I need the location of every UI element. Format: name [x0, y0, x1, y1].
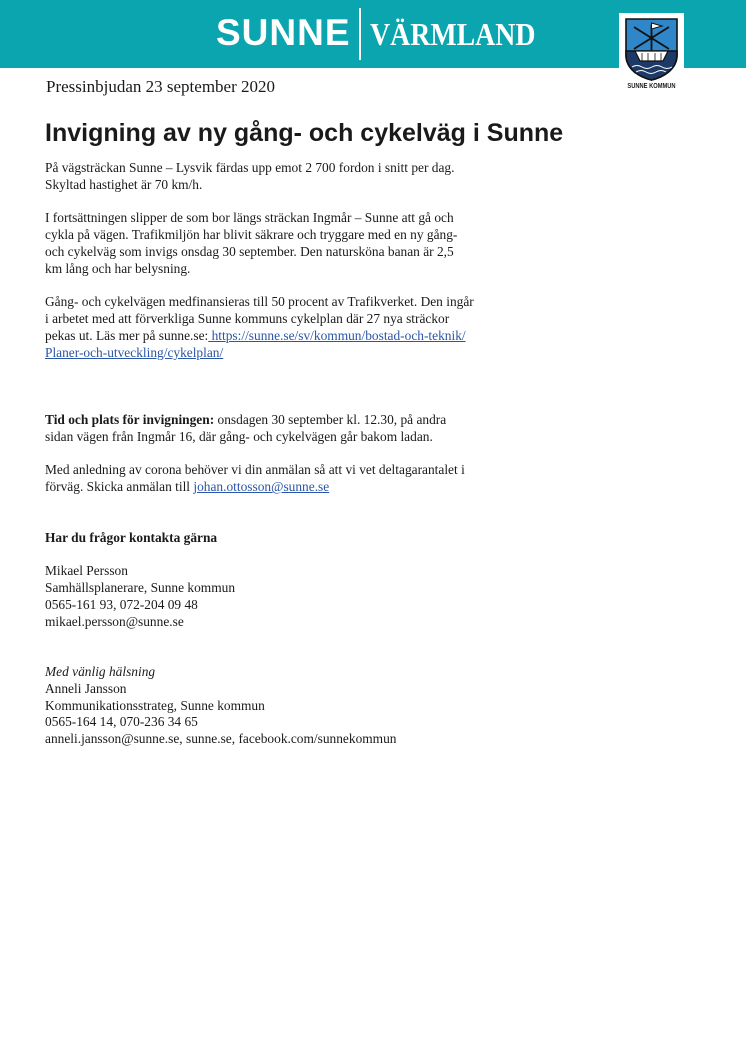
read-more-text: pekas ut. Läs mer på sunne.se:: [45, 327, 209, 343]
logo-caption: SUNNE KOMMUN: [627, 83, 676, 90]
paragraph-time-place: [45, 412, 505, 446]
signoff-links: anneli.jansson@sunne.se, sunne.se, facebook.com/sunnekommun: [45, 731, 397, 747]
signoff-phone: 0565-164 14, 070-236 34 65: [45, 714, 198, 730]
paragraph-traffic: [45, 160, 505, 194]
contact-heading: [45, 530, 505, 547]
cykelplan-link-continued[interactable]: Planer-och-utveckling/cykelplan/: [45, 344, 224, 360]
registration-text: förväg. Skicka anmälan till: [45, 479, 194, 495]
paragraph-line: I fortsättningen slipper de som bor längs sträckan Ingmår – Sunne att gå och: [45, 210, 454, 226]
contact-title: Samhällsplanerare, Sunne kommun: [45, 579, 236, 595]
paragraph-line: Skyltad hastighet är 70 km/h.: [45, 176, 203, 192]
coat-of-arms-icon: [624, 17, 679, 81]
paragraph-line: sidan vägen från Ingmår 16, där gång- och cykelvägen går bakom ladan.: [45, 428, 433, 444]
document-body: [45, 160, 505, 765]
signoff-name: Anneli Jansson: [45, 680, 127, 696]
page-title: Invigning av ny gång- och cykelväg i Sunne: [45, 119, 564, 147]
paragraph-line: På vägsträckan Sunne – Lysvik färdas upp emot 2 700 fordon i snitt per dag.: [45, 160, 455, 175]
paragraph-line: [45, 328, 505, 345]
contact-heading-text: Har du frågor kontakta gärna: [45, 529, 218, 545]
paragraph-line: [45, 479, 505, 496]
press-dateline: Pressinbjudan 23 september 2020: [46, 77, 275, 96]
paragraph-line: cykla på vägen. Trafikmiljön har blivit säkrare och tryggare med en ny gång-: [45, 227, 458, 243]
banner-sunne-text: SUNNE: [216, 12, 351, 53]
signoff-title: Kommunikationsstrateg, Sunne kommun: [45, 697, 265, 713]
contact-block: [45, 563, 505, 630]
paragraph-funding: [45, 294, 505, 361]
banner-divider: [359, 8, 361, 60]
paragraph-new-path: [45, 210, 505, 277]
signoff-greeting: Med vänlig hälsning: [45, 663, 156, 679]
banner-varmland-text: VÄRMLAND: [370, 16, 536, 52]
paragraph-line: [45, 345, 505, 362]
paragraph-line: och cykelväg som invigs onsdag 30 september. Den natursköna banan är 2,5: [45, 243, 454, 259]
contact-name: Mikael Persson: [45, 563, 128, 579]
cykelplan-link[interactable]: https://sunne.se/sv/kommun/bostad-och-teknik/: [208, 327, 466, 343]
contact-phone: 0565-161 93, 072-204 09 48: [45, 596, 198, 612]
contact-email: mikael.persson@sunne.se: [45, 613, 184, 629]
spacer: [45, 378, 505, 412]
time-place-text: onsdagen 30 september kl. 12.30, på andra: [214, 411, 447, 427]
paragraph-line: Med anledning av corona behöver vi din anmälan så att vi vet deltagarantalet i: [45, 462, 465, 478]
registration-email-link[interactable]: johan.ottosson@sunne.se: [193, 479, 330, 495]
paragraph-line: [45, 412, 505, 429]
municipality-logo: [619, 13, 684, 97]
paragraph-line: i arbetet med att förverkliga Sunne kommuns cykelplan där 27 nya sträckor: [45, 311, 450, 327]
paragraph-registration: [45, 462, 505, 496]
signoff-block: [45, 664, 505, 748]
time-place-label: Tid och plats för invigningen:: [45, 411, 215, 427]
paragraph-line: km lång och har belysning.: [45, 260, 191, 276]
paragraph-line: Gång- och cykelvägen medfinansieras till 50 procent av Trafikverket. Den ingår: [45, 294, 474, 310]
